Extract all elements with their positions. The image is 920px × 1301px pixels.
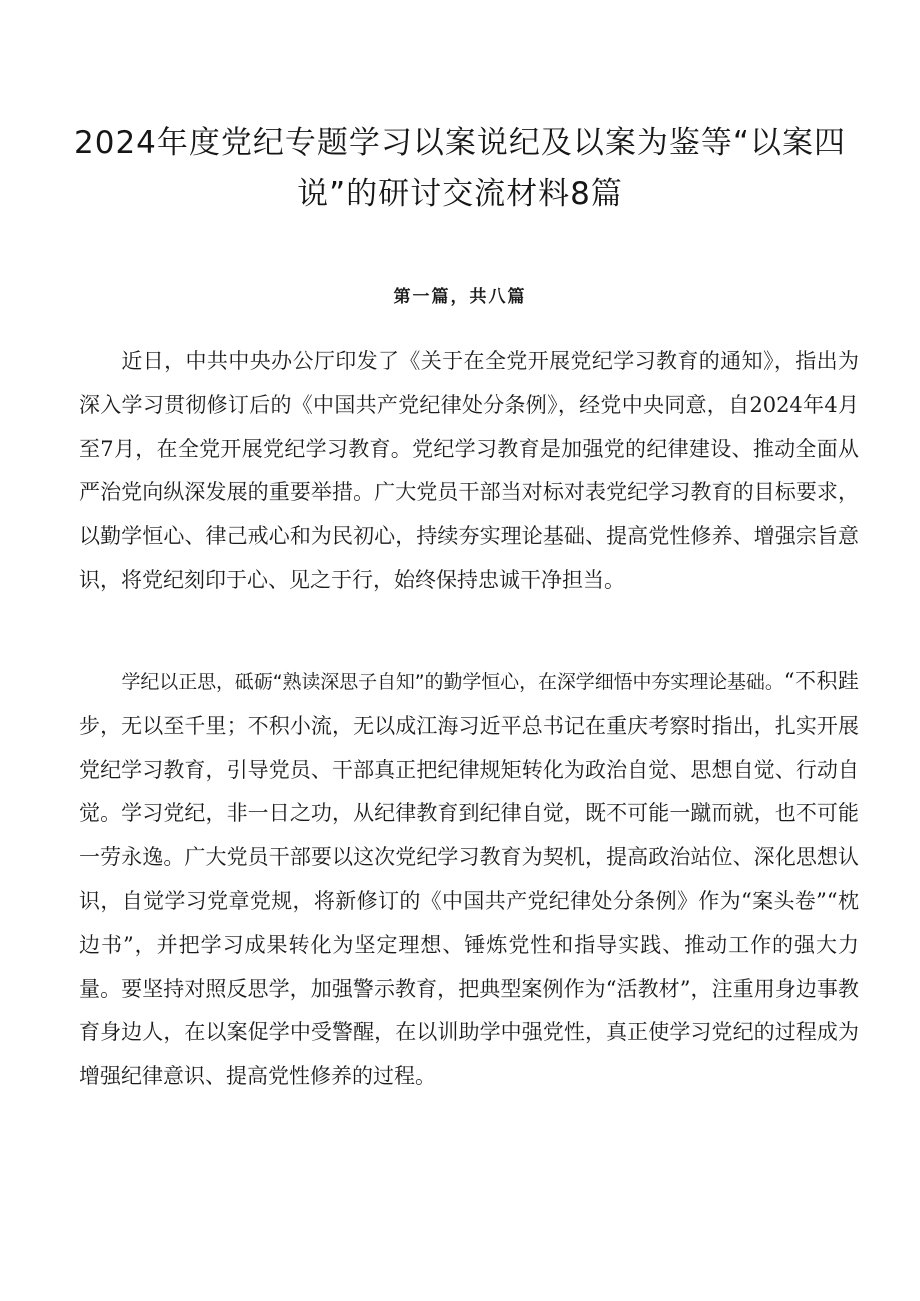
paragraph-2-text: “不积跬步，无以至千里；不积小流，无以成江海习近平总书记在重庆考察时指出，扎实开展党纪学习教育，引导党员、干部真正把纪律规矩转化为政治自觉、思想自觉、行动自觉。学习党纪，非一日之功，从纪律教育到纪律自觉，既不可能一蹴而就，也不可能一劳永逸。广大党员干部要以这次党纪学习教育为契机，提高政治站位、深化思想认识，自觉学习党章党规，将新修订的《中国共产党纪律处分条例》作为“案头卷”“枕边书”，并把学习成果转化为坚定理想、锤炼党性和指导实践、推动工作的强大力量。要坚持对照反思学，加强警示教育，把典型案例作为“活教材”，注重用身边事教育身边人，在以案促学中受警醒，在以训助学中强党性，真正使学习党纪的过程成为增强纪律意识、提高党性修养的过程。 xyxy=(79,669,859,1089)
section-heading: 第一篇，共八篇 xyxy=(393,287,527,307)
paragraph-2-lead-in: 学纪以正思，砥砺“熟读深思子自知”的勤学恒心，在深学细悟中夯实理论基础。 xyxy=(121,671,784,693)
body-paragraph-2 xyxy=(79,660,859,1099)
paragraph-1-text: 近日，中共中央办公厅印发了《关于在全党开展党纪学习教育的通知》，指出为深入学习贯彻修订后的《中国共产党纪律处分条例》，经党中央同意，自2024年4月至7月，在全党开展党纪学习教育。党纪学习教育是加强党的纪律建设、推动全面从严治党向纵深发展的重要举措。广大党员干部当对标对表党纪学习教育的目标要求，以勤学恒心、律己戒心和为民初心，持续夯实理论基础、提高党性修养、增强宗旨意识，将党纪刻印于心、见之于行，始终保持忠诚干净担当。 xyxy=(79,349,859,592)
body-paragraph-1 xyxy=(79,340,859,603)
document-title: 2024年度党纪专题学习以案说纪及以案为鉴等“以案四说”的研讨交流材料8篇 xyxy=(74,125,846,212)
